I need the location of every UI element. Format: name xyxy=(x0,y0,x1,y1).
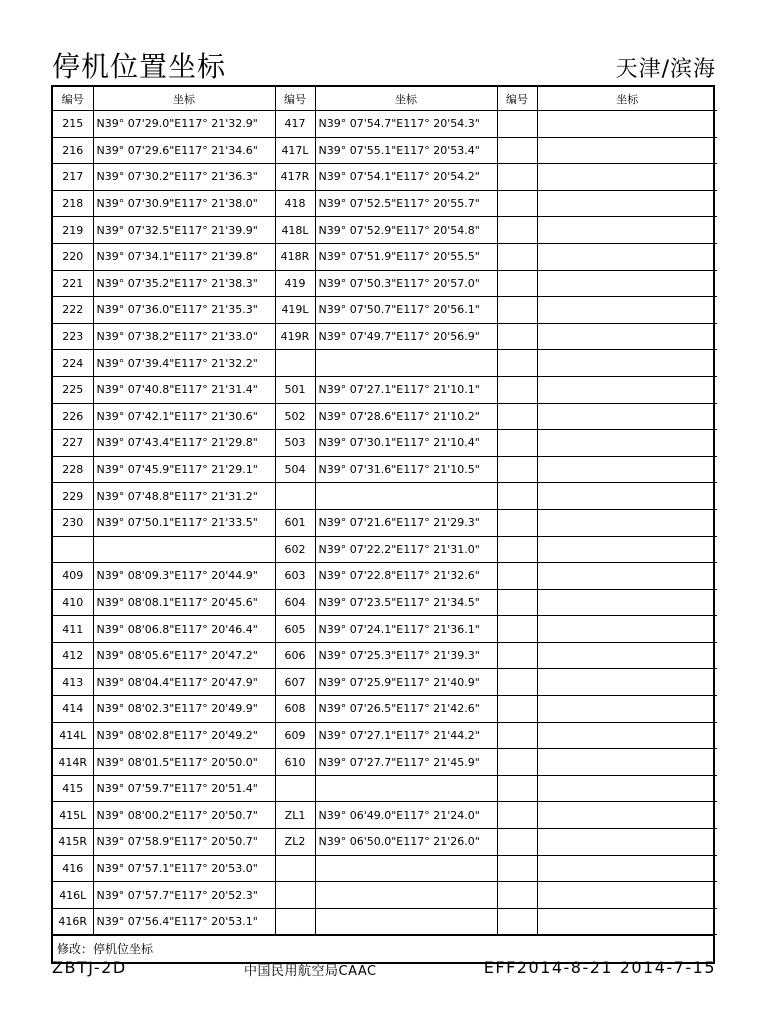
coordinate-cell: N39° 08'02.3"E117° 20'49.9" xyxy=(93,696,275,723)
table-row xyxy=(53,456,717,483)
stand-id-cell: 415 xyxy=(53,775,93,802)
stand-id-cell xyxy=(497,563,537,590)
table-row xyxy=(53,669,717,696)
coordinate-cell: N39° 07'38.2"E117° 21'33.0" xyxy=(93,323,275,350)
coordinate-cell: N39° 07'27.1"E117° 21'44.2" xyxy=(315,722,497,749)
coordinate-cell: N39° 08'06.8"E117° 20'46.4" xyxy=(93,616,275,643)
coordinate-cell: N39° 07'28.6"E117° 21'10.2" xyxy=(315,403,497,430)
airport-location: 天津/滨海 xyxy=(615,57,716,82)
coordinate-cell: N39° 06'50.0"E117° 21'26.0" xyxy=(315,829,497,856)
stand-id-cell: 414 xyxy=(53,696,93,723)
table-row xyxy=(53,350,717,377)
coordinate-cell: N39° 07'55.1"E117° 20'53.4" xyxy=(315,137,497,164)
stand-id-cell xyxy=(497,164,537,191)
table-row xyxy=(53,536,717,563)
stand-id-cell: 419R xyxy=(275,323,315,350)
table-body xyxy=(53,111,717,935)
stand-id-cell: 221 xyxy=(53,270,93,297)
coordinate-cell: N39° 07'50.7"E117° 20'56.1" xyxy=(315,297,497,324)
coordinate-cell xyxy=(537,297,717,324)
stand-id-cell xyxy=(497,137,537,164)
stand-id-cell: 218 xyxy=(53,190,93,217)
coordinate-cell: N39° 07'54.7"E117° 20'54.3" xyxy=(315,111,497,138)
stand-id-cell xyxy=(497,270,537,297)
table-header-row xyxy=(53,87,717,111)
coordinate-cell xyxy=(537,430,717,457)
stand-id-cell xyxy=(497,243,537,270)
column-header-id-1: 编号 xyxy=(53,87,93,111)
stand-id-cell: 609 xyxy=(275,722,315,749)
coordinate-cell: N39° 08'01.5"E117° 20'50.0" xyxy=(93,749,275,776)
stand-id-cell: 417R xyxy=(275,164,315,191)
column-header-coord-2: 坐标 xyxy=(315,87,497,111)
stand-id-cell: 412 xyxy=(53,642,93,669)
coordinate-cell xyxy=(537,403,717,430)
coordinate-cell xyxy=(537,802,717,829)
table-row xyxy=(53,376,717,403)
coordinate-cell: N39° 07'30.1"E117° 21'10.4" xyxy=(315,430,497,457)
stand-id-cell: 419L xyxy=(275,297,315,324)
coordinate-cell: N39° 07'52.5"E117° 20'55.7" xyxy=(315,190,497,217)
coordinate-cell xyxy=(537,376,717,403)
stand-coordinates-table xyxy=(53,87,717,935)
coordinate-cell xyxy=(537,749,717,776)
stand-id-cell xyxy=(497,616,537,643)
coordinate-cell: N39° 07'22.8"E117° 21'32.6" xyxy=(315,563,497,590)
table-row xyxy=(53,137,717,164)
table-row xyxy=(53,243,717,270)
stand-id-cell xyxy=(497,376,537,403)
stand-id-cell: 416L xyxy=(53,882,93,909)
table-row xyxy=(53,696,717,723)
stand-id-cell: 229 xyxy=(53,483,93,510)
stand-id-cell: 225 xyxy=(53,376,93,403)
coordinate-cell: N39° 08'09.3"E117° 20'44.9" xyxy=(93,563,275,590)
stand-id-cell xyxy=(497,855,537,882)
stand-id-cell: 226 xyxy=(53,403,93,430)
stand-id-cell: 228 xyxy=(53,456,93,483)
table-row xyxy=(53,802,717,829)
stand-id-cell xyxy=(497,297,537,324)
coordinate-cell: N39° 07'26.5"E117° 21'42.6" xyxy=(315,696,497,723)
stand-id-cell xyxy=(497,589,537,616)
coordinate-cell: N39° 07'42.1"E117° 21'30.6" xyxy=(93,403,275,430)
table-row xyxy=(53,190,717,217)
stand-id-cell: ZL2 xyxy=(275,829,315,856)
coordinate-cell xyxy=(537,775,717,802)
coordinate-cell: N39° 07'22.2"E117° 21'31.0" xyxy=(315,536,497,563)
table-row xyxy=(53,908,717,935)
coordinate-cell xyxy=(315,350,497,377)
coordinate-cell: N39° 07'56.4"E117° 20'53.1" xyxy=(93,908,275,935)
coordinate-cell: N39° 07'58.9"E117° 20'50.7" xyxy=(93,829,275,856)
stand-id-cell xyxy=(275,775,315,802)
coordinate-cell xyxy=(537,696,717,723)
stand-id-cell: 603 xyxy=(275,563,315,590)
coordinate-cell xyxy=(315,908,497,935)
coordinate-cell: N39° 07'45.9"E117° 21'29.1" xyxy=(93,456,275,483)
coordinate-cell xyxy=(537,217,717,244)
coordinate-cell xyxy=(537,350,717,377)
coordinate-cell xyxy=(537,669,717,696)
coordinate-cell: N39° 07'50.1"E117° 21'33.5" xyxy=(93,509,275,536)
table-row xyxy=(53,882,717,909)
coordinate-cell: N39° 07'34.1"E117° 21'39.8" xyxy=(93,243,275,270)
stand-id-cell xyxy=(497,749,537,776)
stand-id-cell: 415R xyxy=(53,829,93,856)
table-row xyxy=(53,323,717,350)
stand-id-cell xyxy=(497,190,537,217)
stand-id-cell: 501 xyxy=(275,376,315,403)
table-row xyxy=(53,509,717,536)
coordinate-cell: N39° 08'00.2"E117° 20'50.7" xyxy=(93,802,275,829)
coordinate-cell: N39° 08'05.6"E117° 20'47.2" xyxy=(93,642,275,669)
coordinate-cell xyxy=(537,589,717,616)
stand-id-cell xyxy=(275,350,315,377)
coordinate-cell: N39° 07'50.3"E117° 20'57.0" xyxy=(315,270,497,297)
stand-id-cell: 417 xyxy=(275,111,315,138)
coordinate-cell xyxy=(537,270,717,297)
coordinate-cell: N39° 07'29.6"E117° 21'34.6" xyxy=(93,137,275,164)
coordinate-cell: N39° 07'27.1"E117° 21'10.1" xyxy=(315,376,497,403)
coordinate-cell: N39° 07'52.9"E117° 20'54.8" xyxy=(315,217,497,244)
coordinate-cell: N39° 07'25.9"E117° 21'40.9" xyxy=(315,669,497,696)
stand-id-cell: 410 xyxy=(53,589,93,616)
coordinate-cell: N39° 07'40.8"E117° 21'31.4" xyxy=(93,376,275,403)
coordinate-cell: N39° 08'08.1"E117° 20'45.6" xyxy=(93,589,275,616)
coordinate-cell: N39° 07'29.0"E117° 21'32.9" xyxy=(93,111,275,138)
table-row xyxy=(53,829,717,856)
coordinate-cell xyxy=(537,164,717,191)
coordinate-cell xyxy=(315,882,497,909)
stand-id-cell: 216 xyxy=(53,137,93,164)
stand-id-cell xyxy=(275,855,315,882)
stand-id-cell xyxy=(497,696,537,723)
coordinate-cell xyxy=(537,829,717,856)
stand-id-cell: 217 xyxy=(53,164,93,191)
coordinate-cell: N39° 07'35.2"E117° 21'38.3" xyxy=(93,270,275,297)
table-row xyxy=(53,722,717,749)
stand-id-cell: 227 xyxy=(53,430,93,457)
stand-id-cell: 610 xyxy=(275,749,315,776)
coordinate-cell: N39° 07'39.4"E117° 21'32.2" xyxy=(93,350,275,377)
column-header-coord-1: 坐标 xyxy=(93,87,275,111)
coordinate-cell xyxy=(537,882,717,909)
coordinate-cell xyxy=(537,483,717,510)
stand-id-cell: 414L xyxy=(53,722,93,749)
coordinate-cell xyxy=(537,616,717,643)
stand-id-cell: 602 xyxy=(275,536,315,563)
table-row xyxy=(53,749,717,776)
column-header-id-2: 编号 xyxy=(275,87,315,111)
coordinate-cell: N39° 07'30.2"E117° 21'36.3" xyxy=(93,164,275,191)
stand-id-cell: 418R xyxy=(275,243,315,270)
coordinate-cell xyxy=(537,137,717,164)
coordinates-sheet xyxy=(51,85,715,964)
coordinate-cell: N39° 08'02.8"E117° 20'49.2" xyxy=(93,722,275,749)
stand-id-cell: 413 xyxy=(53,669,93,696)
coordinate-cell: N39° 07'57.1"E117° 20'53.0" xyxy=(93,855,275,882)
column-header-id-3: 编号 xyxy=(497,87,537,111)
stand-id-cell: 604 xyxy=(275,589,315,616)
stand-id-cell: 416R xyxy=(53,908,93,935)
coordinate-cell xyxy=(315,775,497,802)
coordinate-cell xyxy=(537,855,717,882)
table-row xyxy=(53,297,717,324)
stand-id-cell xyxy=(497,403,537,430)
authority-label: 中国民用航空局CAAC xyxy=(244,964,377,979)
stand-id-cell: 222 xyxy=(53,297,93,324)
stand-id-cell: 416 xyxy=(53,855,93,882)
coordinate-cell xyxy=(93,536,275,563)
table-row xyxy=(53,563,717,590)
coordinate-cell xyxy=(537,722,717,749)
stand-id-cell: 224 xyxy=(53,350,93,377)
coordinate-cell xyxy=(537,111,717,138)
stand-id-cell: 502 xyxy=(275,403,315,430)
table-row xyxy=(53,270,717,297)
stand-id-cell: 220 xyxy=(53,243,93,270)
stand-id-cell: 417L xyxy=(275,137,315,164)
stand-id-cell xyxy=(275,882,315,909)
stand-id-cell xyxy=(497,775,537,802)
coordinate-cell: N39° 07'32.5"E117° 21'39.9" xyxy=(93,217,275,244)
stand-id-cell: 409 xyxy=(53,563,93,590)
coordinate-cell xyxy=(537,536,717,563)
stand-id-cell xyxy=(497,217,537,244)
coordinate-cell: N39° 07'49.7"E117° 20'56.9" xyxy=(315,323,497,350)
stand-id-cell: 607 xyxy=(275,669,315,696)
stand-id-cell: 504 xyxy=(275,456,315,483)
table-row xyxy=(53,775,717,802)
page-title: 停机位置坐标 xyxy=(52,50,227,83)
table-row xyxy=(53,111,717,138)
stand-id-cell: 606 xyxy=(275,642,315,669)
coordinate-cell xyxy=(315,483,497,510)
stand-id-cell xyxy=(497,111,537,138)
stand-id-cell xyxy=(275,908,315,935)
table-row xyxy=(53,483,717,510)
stand-id-cell: 223 xyxy=(53,323,93,350)
stand-id-cell: 601 xyxy=(275,509,315,536)
coordinate-cell: N39° 07'57.7"E117° 20'52.3" xyxy=(93,882,275,909)
coordinate-cell: N39° 07'59.7"E117° 20'51.4" xyxy=(93,775,275,802)
chart-id: ZBTJ-2D xyxy=(52,958,127,977)
stand-id-cell: 418 xyxy=(275,190,315,217)
coordinate-cell xyxy=(537,642,717,669)
table-row xyxy=(53,855,717,882)
coordinate-cell xyxy=(537,243,717,270)
table-row xyxy=(53,403,717,430)
coordinate-cell: N39° 07'48.8"E117° 21'31.2" xyxy=(93,483,275,510)
stand-id-cell xyxy=(497,908,537,935)
stand-id-cell: 219 xyxy=(53,217,93,244)
column-header-coord-3: 坐标 xyxy=(537,87,717,111)
coordinate-cell: N39° 07'30.9"E117° 21'38.0" xyxy=(93,190,275,217)
coordinate-cell: N39° 07'25.3"E117° 21'39.3" xyxy=(315,642,497,669)
stand-id-cell xyxy=(497,536,537,563)
coordinate-cell: N39° 07'27.7"E117° 21'45.9" xyxy=(315,749,497,776)
coordinate-cell: N39° 07'43.4"E117° 21'29.8" xyxy=(93,430,275,457)
stand-id-cell xyxy=(497,722,537,749)
stand-id-cell xyxy=(497,509,537,536)
stand-id-cell xyxy=(497,829,537,856)
stand-id-cell xyxy=(497,642,537,669)
coordinate-cell: N39° 07'24.1"E117° 21'36.1" xyxy=(315,616,497,643)
stand-id-cell xyxy=(497,350,537,377)
stand-id-cell xyxy=(497,483,537,510)
coordinate-cell: N39° 08'04.4"E117° 20'47.9" xyxy=(93,669,275,696)
stand-id-cell: ZL1 xyxy=(275,802,315,829)
stand-id-cell xyxy=(497,802,537,829)
stand-id-cell xyxy=(275,483,315,510)
stand-id-cell xyxy=(497,669,537,696)
coordinate-cell: N39° 07'36.0"E117° 21'35.3" xyxy=(93,297,275,324)
coordinate-cell xyxy=(537,190,717,217)
revision-note: 修改：停机位坐标 xyxy=(53,935,713,962)
stand-id-cell: 608 xyxy=(275,696,315,723)
table-row xyxy=(53,642,717,669)
stand-id-cell xyxy=(497,456,537,483)
coordinate-cell xyxy=(537,456,717,483)
stand-id-cell: 215 xyxy=(53,111,93,138)
table-row xyxy=(53,616,717,643)
stand-id-cell xyxy=(497,323,537,350)
stand-id-cell xyxy=(497,430,537,457)
coordinate-cell: N39° 07'23.5"E117° 21'34.5" xyxy=(315,589,497,616)
coordinate-cell xyxy=(537,323,717,350)
stand-id-cell: 414R xyxy=(53,749,93,776)
coordinate-cell: N39° 07'51.9"E117° 20'55.5" xyxy=(315,243,497,270)
coordinate-cell xyxy=(315,855,497,882)
stand-id-cell: 418L xyxy=(275,217,315,244)
table-row xyxy=(53,217,717,244)
stand-id-cell xyxy=(53,536,93,563)
stand-id-cell: 419 xyxy=(275,270,315,297)
stand-id-cell: 415L xyxy=(53,802,93,829)
coordinate-cell: N39° 07'54.1"E117° 20'54.2" xyxy=(315,164,497,191)
coordinate-cell xyxy=(537,563,717,590)
table-row xyxy=(53,589,717,616)
stand-id-cell: 503 xyxy=(275,430,315,457)
coordinate-cell: N39° 07'31.6"E117° 21'10.5" xyxy=(315,456,497,483)
effective-dates: EFF2014-8-21 2014-7-15 xyxy=(483,958,716,977)
coordinate-cell xyxy=(537,908,717,935)
stand-id-cell xyxy=(497,882,537,909)
coordinate-cell: N39° 07'21.6"E117° 21'29.3" xyxy=(315,509,497,536)
table-row xyxy=(53,430,717,457)
stand-id-cell: 605 xyxy=(275,616,315,643)
coordinate-cell: N39° 06'49.0"E117° 21'24.0" xyxy=(315,802,497,829)
table-row xyxy=(53,164,717,191)
coordinate-cell xyxy=(537,509,717,536)
stand-id-cell: 411 xyxy=(53,616,93,643)
stand-id-cell: 230 xyxy=(53,509,93,536)
